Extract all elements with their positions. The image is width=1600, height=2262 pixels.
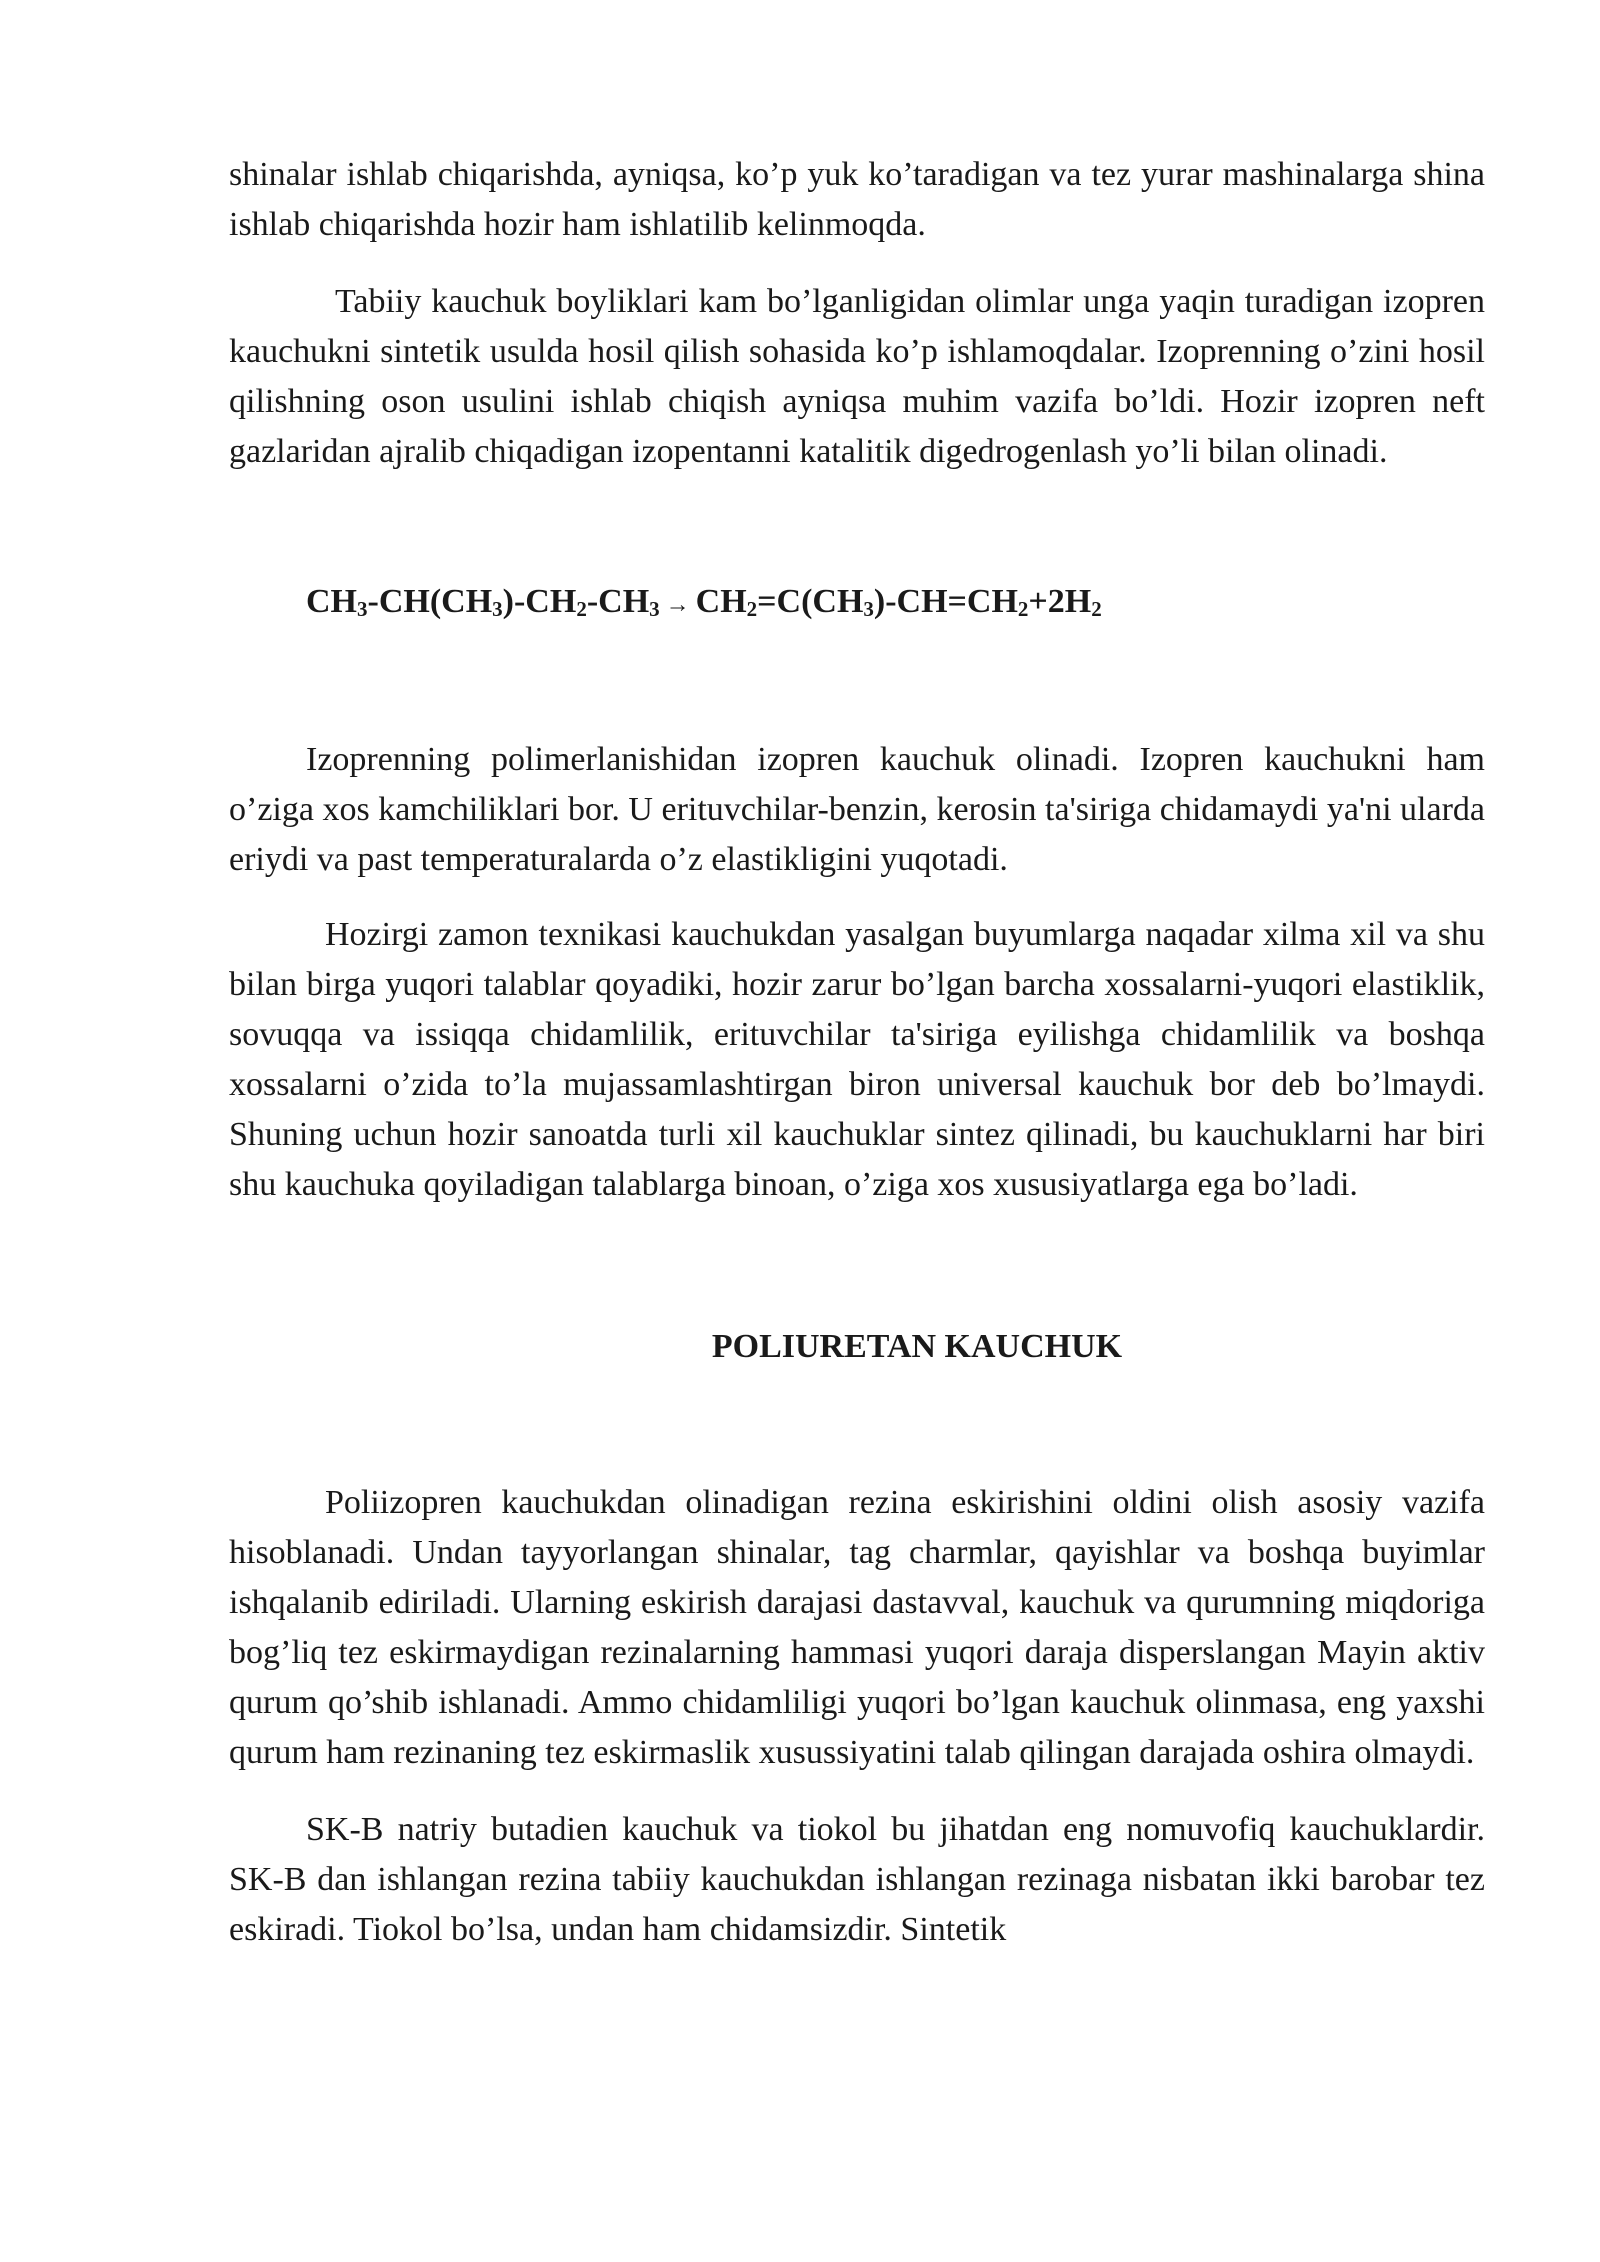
paragraph-2: Tabiiy kauchuk boyliklari kam bo’lganligidan olimlar unga yaqin turadigan izopren kauchukni sintetik usulda hosil qilish sohasida ko’p ishlamoqdalar. Izoprenning o’zini hosil qilishning oson usulini ishlab chiqish ayniqsa muhim vazifa bo’ldi. Hozir izopren neft gazlaridan ajralib chiqadigan izopentanni katalitik digedrogenlash yo’li bilan olinadi. <box>229 283 1485 470</box>
formula-part: +2H <box>1028 583 1092 620</box>
paragraph-3: Izoprenning polimerlanishidan izopren kauchuk olinadi. Izopren kauchukni ham o’ziga xos kamchiliklari bor. U erituvchilar-benzin, kerosin ta'siriga chidamaydi ya'ni ularda eriydi va past temperaturalarda o’z elastikligini yuqotadi. <box>229 741 1485 878</box>
reaction-arrow: → <box>659 592 696 618</box>
paragraph-4: Hozirgi zamon texnikasi kauchukdan yasalgan buyumlarga naqadar xilma xil va shu bilan birga yuqori talablar qoyadiki, hozir zarur bo’lgan barcha xossalarni-yuqori elastiklik, sovuqqa va issiqqa chidamlilik, erituvchilar ta'siriga eyilishga chidamlilik va boshqa xossalarni o’zida to’la mujassamlashtirgan biron universal kauchuk bor deb bo’lmaydi. Shuning uchun hozir sanoatda turli xil kauchuklar sintez qilinadi, bu kauchuklarni har biri shu kauchuka qoyiladigan talablarga binoan, o’ziga xos xususiyatlarga ega bo’ladi. <box>229 916 1485 1203</box>
formula-part: )-CH <box>502 583 577 620</box>
formula-subscript: 2 <box>576 597 587 621</box>
paragraph-6: SK-B natriy butadien kauchuk va tiokol bu jihatdan eng nomuvofiq kauchuklardir. SK-B dan ishlangan rezina tabiiy kauchukdan ishlangan rezinaga nisbatan ikki barobar tez eskiradi. Tiokol bo’lsa, undan ham chidamsizdir. Sintetik <box>229 1811 1485 1948</box>
paragraph-1: shinalar ishlab chiqarishda, ayniqsa, ko’p yuk ko’taradigan va tez yurar mashinalarga shina ishlab chiqarishda hozir ham ishlatilib kelinmoqda. <box>229 156 1485 243</box>
formula-part: -CH(CH <box>367 583 493 620</box>
formula-part: CH <box>695 583 747 620</box>
formula-subscript: 2 <box>1091 597 1102 621</box>
section-heading: POLIURETAN KAUCHUK <box>711 1328 1123 1365</box>
formula-part: )-CH=CH <box>873 583 1018 620</box>
formula-subscript: 2 <box>1017 597 1029 621</box>
formula-subscript: 3 <box>357 597 368 621</box>
formula-subscript: 2 <box>746 597 758 621</box>
formula-part: =C(CH <box>757 583 864 620</box>
formula-subscript: 3 <box>863 597 874 621</box>
formula-subscript: 3 <box>649 597 660 621</box>
paragraph-5: Poliizopren kauchukdan olinadigan rezina eskirishini oldini olish asosiy vazifa hisoblanadi. Undan tayyorlangan shinalar, tag charmlar, qayishlar va boshqa buyimlar ishqalanib ediriladi. Ularning eskirish darajasi dastavval, kauchuk va qurumning miqdoriga bog’liq tez eskirmaydigan rezinalarning hammasi yuqori daraja disperslangan Mayin aktiv qurum qo’shib ishlanadi. Ammo chidamliligi yuqori bo’lgan kauchuk olinmasa, eng yaxshi qurum ham rezinaning tez eskirmaslik xusussiyatini talab qilingan darajada oshira olmaydi. <box>229 1484 1485 1771</box>
page-content <box>229 150 1485 1955</box>
chemical-formula <box>229 577 1485 630</box>
formula-subscript: 3 <box>492 597 503 621</box>
formula-part: -CH <box>586 583 650 620</box>
formula-part: CH <box>306 583 357 620</box>
